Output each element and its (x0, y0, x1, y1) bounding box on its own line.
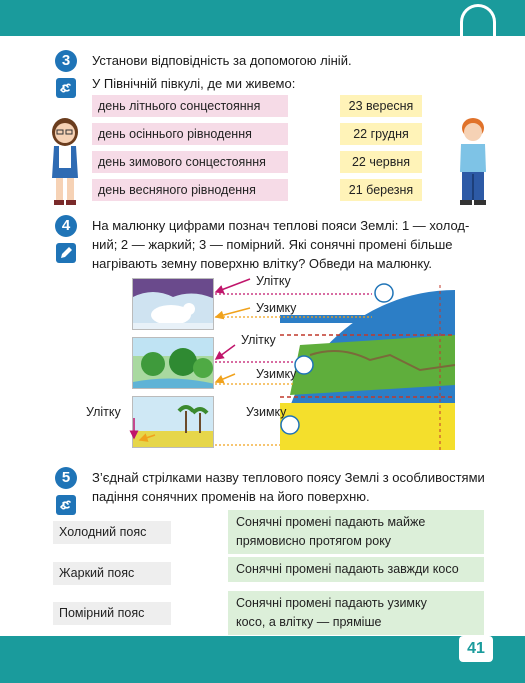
ray-option-oblique-l1: Сонячні промені падають завжди косо (236, 562, 459, 576)
ray-option-vertical-l1: Сонячні промені падають майже (236, 515, 426, 529)
label-winter-tropical: Узимку (256, 367, 297, 381)
belt-hot[interactable]: Жаркий пояс (53, 562, 171, 585)
page-number: 41 (459, 636, 493, 662)
ray-option-vertical-l2: прямовисно протягом року (236, 534, 392, 548)
task-3-instruction: Установи відповідність за допомогою ліній. (92, 53, 352, 68)
sun-ray-arrows (110, 270, 410, 450)
label-winter-savanna: Узимку (246, 405, 287, 419)
boy-illustration (455, 116, 491, 208)
date-june-22[interactable]: 22 червня (340, 151, 422, 173)
girl-illustration (44, 116, 86, 208)
bottom-banner (0, 636, 525, 683)
event-spring-equinox[interactable]: день весняного рівнодення (92, 179, 288, 201)
link-icon (56, 495, 76, 515)
belt-temperate[interactable]: Помірний пояс (53, 602, 171, 625)
task-4-number: 4 (55, 215, 77, 237)
task-5-number: 5 (55, 467, 77, 489)
ray-option-seasonal-l2: косо, а влітку — пряміше (236, 615, 382, 629)
task-5-line-2: падіння сонячних променів на його поверхню. (92, 489, 370, 504)
bookmark-tab-icon (460, 4, 496, 40)
pencil-icon (56, 243, 76, 263)
task-4-line-3: нагрівають земну поверхню влітку? Обведи на малюнку. (92, 256, 432, 271)
event-summer-solstice[interactable]: день літнього сонцестояння (92, 95, 288, 117)
ray-option-seasonal[interactable] (228, 591, 484, 635)
label-winter-polar: Узимку (256, 301, 297, 315)
event-winter-solstice[interactable]: день зимового сонцестояння (92, 151, 288, 173)
top-banner (0, 0, 525, 36)
date-sept-23[interactable]: 23 вересня (340, 95, 422, 117)
date-dec-22[interactable]: 22 грудня (340, 123, 422, 145)
ray-option-oblique[interactable] (228, 557, 484, 582)
label-summer-savanna: Улітку (86, 405, 121, 419)
link-icon (56, 78, 76, 98)
belt-cold[interactable]: Холодний пояс (53, 521, 171, 544)
ray-option-vertical[interactable] (228, 510, 484, 554)
task-3-subtitle: У Північній півкулі, де ми живемо: (92, 76, 296, 91)
label-summer-tropical: Улітку (241, 333, 276, 347)
task-4-line-1: На малюнку цифрами познач теплові пояси Землі: 1 — холод- (92, 218, 470, 233)
task-3-number: 3 (55, 50, 77, 72)
task-4-line-2: ний; 2 — жаркий; 3 — помірний. Які сонячні промені більше (92, 237, 453, 252)
event-autumn-equinox[interactable]: день осіннього рівнодення (92, 123, 288, 145)
task-5-line-1: З’єднай стрілками назву теплового поясу Землі з особливостями (92, 470, 485, 485)
label-summer-polar: Улітку (256, 274, 291, 288)
date-march-21[interactable]: 21 березня (340, 179, 422, 201)
ray-option-seasonal-l1: Сонячні промені падають узимку (236, 596, 427, 610)
